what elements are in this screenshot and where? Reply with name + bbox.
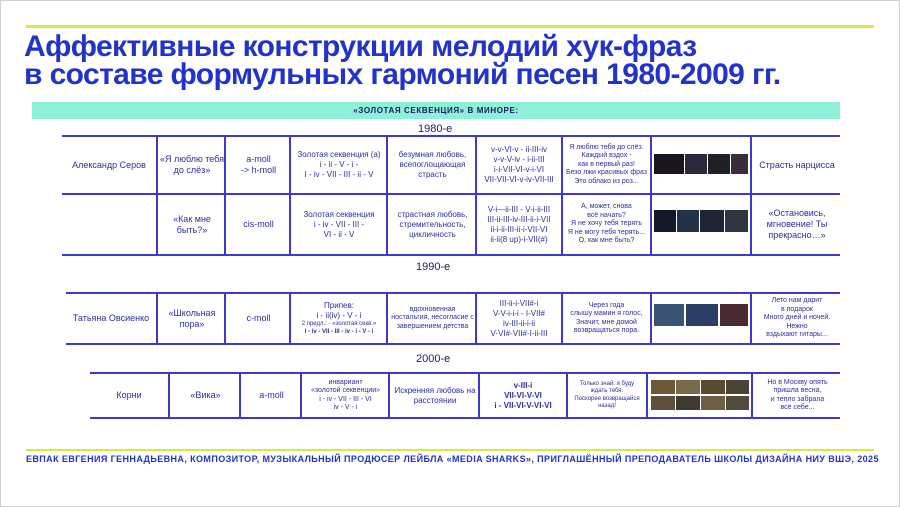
video-still xyxy=(685,154,707,174)
hook-lyrics: Я люблю тебя до слёз. Каждый вздох - как в первый раз! Безо лжи красивых фраз Это облако из роз... xyxy=(565,143,648,185)
melody-harmony: v-v-VI-v - ii-III-iv v-v-V-iv - i-ii-III i-i-VII-VI-v-i-VI VII-VII-VI-v-iv-VII-III xyxy=(484,145,554,184)
semantic-meaning: Страсть нарцисса xyxy=(759,159,835,170)
column-divider xyxy=(168,372,170,419)
video-still xyxy=(654,304,684,326)
video-still xyxy=(651,380,675,394)
song-title: «Вика» xyxy=(190,390,221,400)
song-key: a-moll -> h-moll xyxy=(240,154,277,175)
hook-lyrics: Только знай: я буду ждать тебя. Поскорее возвращайся назад! xyxy=(574,380,640,409)
video-still xyxy=(700,210,724,232)
video-still xyxy=(726,380,749,394)
column-divider xyxy=(300,372,302,419)
harmonic-progression xyxy=(292,294,386,343)
melody-harmony: III-ii-i-VII#-i V-V-i-i-i - I-VII# iv-III-ii-i-ii V-VI#-VII#-I-ii-III xyxy=(490,298,548,338)
artist-name: Корни xyxy=(116,390,142,400)
title-line-2: в составе формульных гармоний песен 1980-2009 гг. xyxy=(24,58,781,91)
column-divider xyxy=(289,292,291,345)
progression-chorus: Припев: i - ii(iv) - V - i xyxy=(316,301,362,320)
column-divider xyxy=(386,135,388,256)
harmonic-progression: Золотая секвенция i - iv - VII - III - VI - ii - V xyxy=(303,209,375,239)
column-divider xyxy=(750,135,752,256)
song-title: «Я люблю тебя до слёз» xyxy=(160,154,225,175)
video-still xyxy=(654,154,684,174)
video-still xyxy=(720,304,748,326)
song-key: a-moll xyxy=(259,390,284,400)
column-divider xyxy=(751,372,753,419)
column-divider xyxy=(650,135,652,256)
video-still xyxy=(686,304,718,326)
table-rule xyxy=(90,417,840,419)
song-title: «Школьная пора» xyxy=(168,307,216,329)
song-title: «Как мне быть?» xyxy=(173,213,211,235)
table-rule xyxy=(66,343,840,345)
column-divider xyxy=(224,292,226,345)
progression-sequence: I - iv - VII - III - iv - i - V - i xyxy=(304,328,374,335)
video-still xyxy=(651,396,675,410)
decade-2000-label: 2000-е xyxy=(416,353,451,365)
melody-harmony: V-i—ii-III - V-i-ii-III III-ii-III-iv-III-ii-i-VII ii-i-ii-III-ii-i-VII-VI ii-ii(8 up)-i-VII(#) xyxy=(487,204,551,244)
artist-name xyxy=(62,195,156,254)
title-line-1: Аффективные конструкции мелодий хук-фраз xyxy=(24,30,697,63)
top-accent-rule xyxy=(26,25,874,28)
melody-harmony: v-III-i VII-VI-V-VI i - VII-VI-V-VI-VI xyxy=(494,380,552,410)
video-still xyxy=(701,396,725,410)
column-divider xyxy=(239,372,241,419)
affect-description: безумная любовь, всепоглощающая страсть xyxy=(398,150,467,179)
column-divider xyxy=(650,292,652,345)
artist-name: Александр Серов xyxy=(72,159,146,170)
table-rule xyxy=(62,254,840,256)
video-still xyxy=(654,210,676,232)
column-divider xyxy=(224,135,226,256)
video-still xyxy=(677,210,699,232)
bottom-accent-rule xyxy=(26,449,874,451)
column-divider xyxy=(156,135,158,256)
artist-name: Татьяна Овсиенко xyxy=(72,313,150,323)
affect-description: вдохновенная ностальгия, несогласие с завершением детства xyxy=(391,305,474,330)
harmonic-progression: инвариант «золотой секвенции» i - iv - VII - III - VI iv - V - i xyxy=(310,378,381,411)
video-still xyxy=(676,380,700,394)
video-still xyxy=(731,154,748,174)
semantic-meaning: «Остановись, мгновение! Ты прекрасно…» xyxy=(766,208,828,240)
song-key: cis-moll xyxy=(243,219,274,229)
affect-description: Искренняя любовь на расстоянии xyxy=(394,385,476,405)
semantic-meaning: Лето нам дарит в подарок Много дней и ночей. Нежно вздыхают гитары... xyxy=(763,297,831,339)
video-still xyxy=(725,210,748,232)
decade-1990-label: 1990-е xyxy=(416,261,451,273)
author-footer: ЕВПАК ЕВГЕНИЯ ГЕННАДЬЕВНА, КОМПОЗИТОР, МУЗЫКАЛЬНЫЙ ПРОДЮСЕР ЛЕЙБЛА «MEDIA SHARKS», ПРИГЛАШЁННЫЙ ПРЕПОДАВАТЕЛЬ ШКОЛЫ ДИЗАЙНА НИУ ВШЭ, 2025 xyxy=(26,454,879,464)
video-still xyxy=(701,380,725,394)
video-still xyxy=(708,154,730,174)
section-banner: «ЗОЛОТАЯ СЕКВЕНЦИЯ» В МИНОРЕ: xyxy=(32,102,840,119)
song-key: c-moll xyxy=(246,313,271,323)
column-divider xyxy=(156,292,158,345)
affect-description: страстная любовь, стремительность, цикличность xyxy=(397,209,468,239)
progression-note: 2 предл.: - «золотая секв.» xyxy=(301,321,377,327)
hook-lyrics: А, может, снова всё начать? Я не хочу тебя терять Я не могу тебя терять... О, как мне быть? xyxy=(567,203,646,245)
slide-title xyxy=(24,30,884,91)
semantic-meaning: Но в Москву опять пришла весна, и тепло забрала всё себе... xyxy=(767,378,828,411)
column-divider xyxy=(386,292,388,345)
harmonic-progression: Золотая секвенция (a) i - ii - V - i - I - iv - VII - III - ii - V xyxy=(297,150,381,179)
column-divider xyxy=(388,372,390,419)
decade-1980-label: 1980-е xyxy=(418,123,453,135)
column-divider xyxy=(750,292,752,345)
column-divider xyxy=(289,135,291,256)
video-still xyxy=(676,396,700,410)
video-still xyxy=(726,396,749,410)
column-divider xyxy=(646,372,648,419)
hook-lyrics: Через года слышу мамин я голос, Значит, мне домой возвращаться пора. xyxy=(570,301,643,334)
